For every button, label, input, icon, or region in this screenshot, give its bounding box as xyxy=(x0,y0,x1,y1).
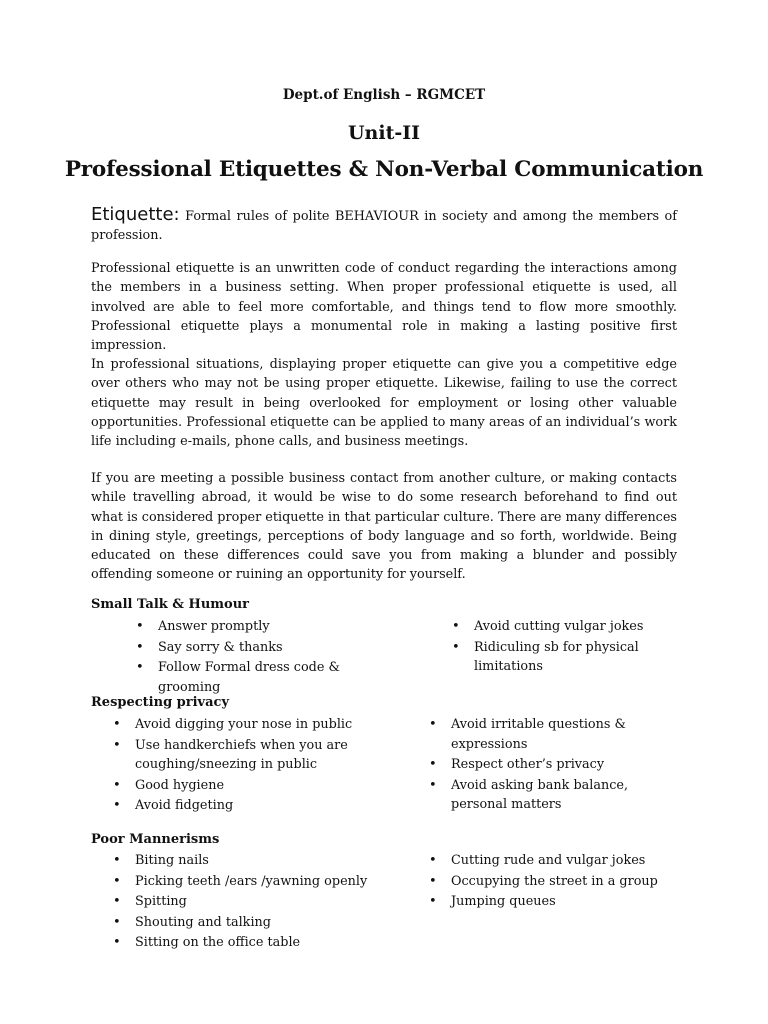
page-title: Professional Etiquettes & Non-Verbal Communication xyxy=(64,157,704,182)
paragraph-2: In professional situations, displaying proper etiquette can give you a competitive edge over others who may not be using proper etiquette. Likewise, failing to use the correct etiquette may result in being overlooked for employment or losing other valuable opportunities. Professional etiquette can be applied to many areas of an individual’s work life including e-mails, phone calls, and business meetings. xyxy=(91,357,677,450)
list-item: • Shouting and talking xyxy=(113,913,393,933)
etiquette-definition-text: Formal rules of polite BEHAVIOUR in society and among the members of profession. xyxy=(91,209,677,243)
list-item: • Sitting on the office table xyxy=(113,933,393,953)
list-item: • Follow Formal dress code & grooming xyxy=(136,658,376,697)
privacy-left-list xyxy=(113,715,363,817)
list-item: • Occupying the street in a group xyxy=(429,872,679,892)
list-item: • Use handkerchiefs when you are coughing/sneezing in public xyxy=(113,736,363,775)
paragraph-3: If you are meeting a possible business contact from another culture, or making contacts while travelling abroad, it would be wise to do some research beforehand to find out what is considered proper etiquette in that particular culture. There are many differences in dining style, greetings, perceptions of body language and so forth, worldwide. Being educated on these differences could save you from making a blunder and possibly offending someone or ruining an opportunity for yourself. xyxy=(91,471,677,583)
list-item: • Ridiculing sb for physical limitations xyxy=(452,638,662,677)
list-item: • Avoid cutting vulgar jokes xyxy=(452,617,662,637)
list-item: • Cutting rude and vulgar jokes xyxy=(429,851,679,871)
small-talk-right-list xyxy=(452,617,662,678)
list-item: • Say sorry & thanks xyxy=(136,638,376,658)
privacy-right-list xyxy=(429,715,679,816)
section-heading-small-talk: Small Talk & Humour xyxy=(91,597,250,612)
department-header: Dept.of English – RGMCET xyxy=(282,87,486,103)
list-item: • Avoid fidgeting xyxy=(113,796,363,816)
list-item: • Avoid irritable questions & expressions xyxy=(429,715,679,754)
list-item: • Avoid digging your nose in public xyxy=(113,715,363,735)
list-item: • Jumping queues xyxy=(429,892,679,912)
etiquette-term: Etiquette: xyxy=(91,204,180,225)
list-item: • Biting nails xyxy=(113,851,393,871)
list-item: • Respect other’s privacy xyxy=(429,755,679,775)
list-item: • Answer promptly xyxy=(136,617,376,637)
mannerisms-right-list xyxy=(429,851,679,913)
paragraph-1: Professional etiquette is an unwritten code of conduct regarding the interactions among the members in a business setting. When proper professional etiquette is used, all involved are able to feel more comfortable, and things tend to flow more smoothly. Professional etiquette plays a monumental role in making a lasting positive first impression. xyxy=(91,261,677,354)
etiquette-definition xyxy=(91,205,677,245)
section-heading-respecting-privacy: Respecting privacy xyxy=(91,695,230,710)
list-item: • Spitting xyxy=(113,892,393,912)
unit-heading: Unit-II xyxy=(347,122,421,144)
small-talk-left-list xyxy=(136,617,376,698)
list-item: • Avoid asking bank balance, personal matters xyxy=(429,776,679,815)
mannerisms-left-list xyxy=(113,851,393,954)
list-item: • Good hygiene xyxy=(113,776,363,796)
list-item: • Picking teeth /ears /yawning openly xyxy=(113,872,393,892)
section-heading-poor-mannerisms: Poor Mannerisms xyxy=(91,832,220,847)
